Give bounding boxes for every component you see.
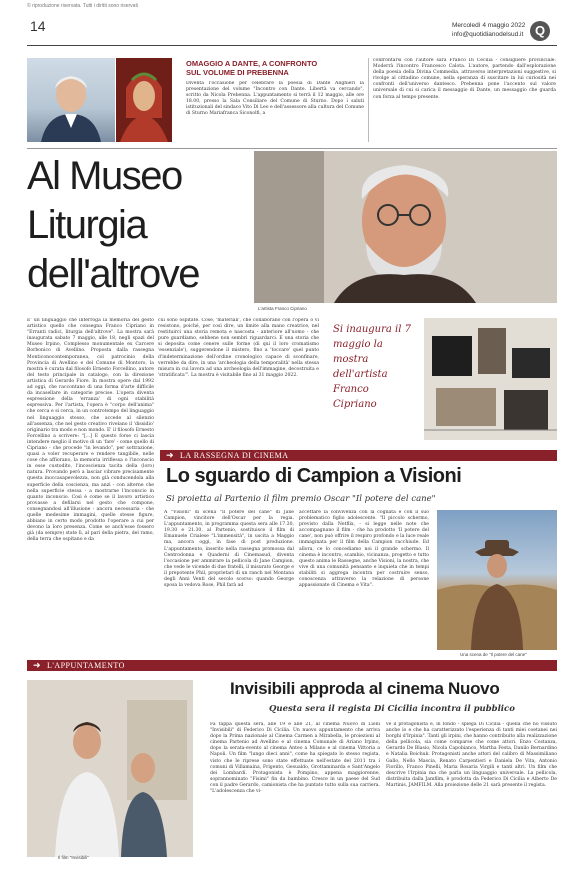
nuovo-photo-caption: Il film "Invisibili" — [58, 855, 89, 860]
nuovo-headline: Invisibili approda al cinema Nuovo — [230, 679, 500, 698]
cinema-col2: accettare la convivenza con la cognata e con il suo problematico figlio adolescente. "Il piccolo schermo, previsto dalla Netflix, - si legge nelle note che accompagnano il film - che ha prodotto 'Il potere del cane', non può offrire il respiro profondo e la luce reale immaginata per il film della Campion racchiude. Ed allora, ce lo concediamo noi il grande schermo. Il cinema è incontro, scambio, vicinanza, progetto e tutto questo anima le Rassegne, anche Visioni, la nostra, che vive di una comunità pensante e inquieta che in tempi stabiliti si aggrega incontra per costruire senso, conoscenza attraverso la relazione di persone appassionate di Cinema e Vita". — [299, 510, 429, 589]
cinema-subhead: Si proietta al Partenio il film premio Oscar "Il potere del cane" — [166, 494, 436, 504]
museo-col2: cui sono ospitate. Cose, 'materiali', che collaborano con l'opera o vi resistono, poiché, per così dire, un limite alla mano creatrice, nel restituirci una storia remota e nascosta - anteriore all'uomo - che pure guardiamo, sebbene non sembri riguardarci. E una storia che si deposita come cenere sulle forme (di qui il loro cromatismo 'essenziale'), suggerendone il mistero, fino a 'toccare' quel punto d'indeterminazione dell'ordine cronologico capace di sconfinare, verrebbe da dire, in una 'archeologia della temporalità' nella stessa misura in cui lavora ad una archeologia dell'immagine, decostruita e 'stratificata'". La mostra è visitabile fino al 31 maggio 2022. — [158, 318, 319, 378]
cinema-photo-caption: Una scena de "Il potere del cane" — [460, 652, 527, 657]
nuovo-section-label: L'APPUNTAMENTO — [47, 661, 125, 670]
top-story-rule — [27, 148, 557, 149]
logo — [530, 21, 550, 41]
top-story-kicker-line2: SUL VOLUME DI PREBENNA — [186, 68, 289, 77]
artist-photo-caption: L'artista Franco Cipriano — [258, 306, 307, 311]
museo-headline — [27, 152, 252, 299]
cinema-section-label: LA RASSEGNA DI CINEMA — [180, 451, 289, 460]
dante-portrait-graphic — [116, 58, 172, 142]
nuovo-photo — [27, 680, 193, 857]
top-story-kicker — [186, 59, 317, 77]
arrow-right-icon: ➜ — [33, 660, 42, 670]
museo-headline-line1: Al Museo — [27, 154, 182, 198]
museo-headline-line2: Liturgia — [27, 203, 147, 247]
header-rule — [27, 45, 557, 46]
cinema-headline: Lo sguardo di Campion a Visioni — [166, 465, 462, 487]
top-story-divider — [368, 58, 369, 142]
arrow-right-icon: ➜ — [166, 450, 175, 460]
museo-headline-line3: dell'altrove — [27, 252, 199, 296]
page-number: 14 — [30, 18, 46, 34]
cowboy-graphic — [437, 510, 557, 650]
logo-letter: Q — [534, 23, 546, 38]
rights-notice: © riproduzione riservata. Tutti i diritti sono riservati — [27, 3, 138, 9]
cinema-photo — [437, 510, 557, 650]
artwork-photo — [424, 318, 557, 440]
artist-portrait-graphic — [254, 151, 557, 303]
nuovo-col2: ve il protagonista è, in fondo - spiega Di Cicilia - quella che ho vissuto anche io e che ha caratterizzato l'esperienza di tanti miei coetanei nei borghi d'Irpinia". Tanti gli irpini, che hanno contribuito alla realizzazione della pellicola, sia come comparse che come attori. Enzo Costanza, Gerardo De Blasio, Nicola Capobianco, Martha Festa, Danilo Bernardino e Natalia Boichuk. Protagonisti anche attori del calibro di Massimiliano Gallo, Nello Mascia, Renato Carpentieri e Daniela De Vita, Antonio Fiorillo, Franco Pinelli, Maria Rosaria Virgili e tanti altri. Un film che descrive l'Irpinia ma che parla un linguaggio universale. La pellicola, distribuita dalla Jamfilm, è prodotta da Federico Di Cicilia e Alberto De Martinis, JAMFILM. Alla proiezione delle 21 sarà presente il regista. — [386, 722, 557, 788]
dante-portrait-photo — [116, 58, 172, 142]
invisibili-scene-graphic — [27, 680, 193, 857]
museo-pull-quote: Si inaugura il 7 maggio la mostra dell'artista Franco Cipriano — [333, 324, 411, 410]
nuovo-col1: Fa tappa questa sera, alle 19 e alle 21, al cinema Nuovo di Lioni "Invisibili" di Federico Di Cicilia. Un nuovo appuntamento che arriva dopo la Prima nazionale al Cinema Carmen a Mirabella, le proiezioni al cinema Partenio ad Avellino e al cinema Comunale di Ariano Irpino, dopo la serata-evento al cinema Anteo a Milano e al cinema Vittoria a Napoli. Un film "lungo dieci anni", come ha spiegato lo stesso regista, visto che le riprese sono state effettuate nell'estate del 2011 tra i comuni di Villamaina, Frigento, Gesualdo, Grottaminarda e Sant'Angelo dei Lombardi. Protagonista è Pompino, appena maggiorenne, soprannominato "Fisimi" fin da bambino. Cresce in un paese del Sud con il padre Gerardo, camionista che ha puntato tutto sulla sua carriera. "L'adolescenza che vi- — [210, 722, 380, 795]
top-story-col1: Diventa l'occasione per celebrare la poesia di Dante Alighieri la presentazione del volume "Incontro con Dante. Libertà va cercando", scritto da Nicola Prebenna. L'appuntamento si terrà il 12 maggio, alle ore 18.00, presso la Sala Consiliare del Comune di Sturno. Dopo i saluti istituzionali del sindaco Vito Di Leo e dell'assessore alla cultura del Comune di Sturno Mariafranca Siconolfi, a — [186, 81, 364, 117]
top-story-col2: confrontarsi con l'autore sarà Franco Di Cecilia - consigliere provinciale. Moderrà l'incontro Francesco Calota. L'autore, partendo dall'esplorazione della poesia della Divina Commedia, attraverso interpretazioni suggestive, si rivolge al cittadino comune, nella speranza di suscitare in lui curiosità nei confronti dell'universo dantesco. Prebenna pone l'accento sul valore universale di cui si carica il messaggio di Dante, un messaggio che guarda con forza al tempo presente. — [373, 58, 556, 100]
dante-photo-author — [27, 58, 115, 142]
cinema-section-bar — [160, 450, 557, 461]
nuovo-section-bar — [27, 660, 557, 671]
museo-col1: E' un linguaggio che interroga la memoria del gesto artistico quello che consegna Franco Cipriano in "Erranti radici, liturgia dell'altrove". La mostra sarà inaugurata sabato 7 maggio, alle 18, negli spazi del Museo Irpino, Complesso monumentale ex Carcere Borbonico di Avellino. Proposta dalla rassegna Monticonocontemporanea, col patrocinio della Provincia di Avellino e del Comune di Montoro, la mostra è curata dal filosofo Ernesto Forcellino, autore del testo principale in catalogo, con la direzione artistica di Gerardo Fiore. In mostra opere dal 1992 ad oggi, che raccontano di una forma d'arte difficile da incasellare in categorie precise. L'opera diventa espressione della 'erranza' di ogni stabilità espressiva. Per l'artista, l'opera è "corpo dell'anima" che cerca e si cerca, in un controtempo del linguaggio nel linguaggio stesso, che accede al silenzio all'assenza, che nel gesto creativo rivelano il 'dissidio' originario tra modo e non mondo. E' il filosofo Ernesto Forcellino a scrivere: "[...] E questo forse ci lascia intendere meglio il motivo di un 'fare' - come quello di Cipriano - che procede "in levando", per sottrazione, quasi a voler recuperare e rendere tangibile, nelle cose che affiorano, la memoria irriflessa o l'inconscio in esse custodito, l'incoscienza tacita della (loro) natura. Provando però a lasciar vibrare precisamente questa inoccasapevolezza, non già conducendola alla superficie della coscienza, ma anzi - con alterne che nella superficie stessa - a mostrarne l'inconscio in quanto inconscio. Così è come se il lavoro artistico provasse a defilarsi nel gesto che compone, consegnandosi all'illusione - ancora necessaria - che quelle medesime immagini, quelle stesse figure, abbiano in certo modo prodotto l'operare a cui per devono la loro presenza. Come se anch'esse fossero già (da sempre) state lì, al pari della pietra, del ramo, della terra che ospitano e da — [27, 318, 154, 543]
cinema-col1: A "Visioni" di scena "Il potere del cane" di Jane Campion, vincitore dell'Oscar per la regia. L'appuntamento, in programma questa sera alle 17.30, 19.30 e 21.30, al Partenio, sostituisce il film di Emanuele Crialese "L'immensità", in uscita a Maggio ma, ancora oggi, in fase di post produzione. L'appuntamento, inserito nella rassegna promossa dal Centrodonna e Quaderni di Cinemasud, diventa l'occasione per ammirare la pellicola di Jane Campion, che vede le vicende di due fratelli, il misurato George e il prepotente Phil, proprietari di un ranch nel Montana degli Anni Venti del secolo scorso: quando George sposa la vedova Rose, Phil farà ad — [164, 510, 294, 589]
artwork-graphic — [424, 318, 557, 440]
top-story-kicker-line1: OMAGGIO A DANTE, A CONFRONTO — [186, 59, 318, 68]
header-email: info@quotidianodelsud.it — [452, 31, 524, 38]
artist-photo — [254, 151, 557, 303]
author-portrait-graphic — [27, 58, 115, 142]
header-date: Mercoledì 4 maggio 2022 — [452, 22, 526, 29]
nuovo-subhead: Questa sera il regista Di Cicilia incontra il pubblico — [269, 704, 515, 714]
